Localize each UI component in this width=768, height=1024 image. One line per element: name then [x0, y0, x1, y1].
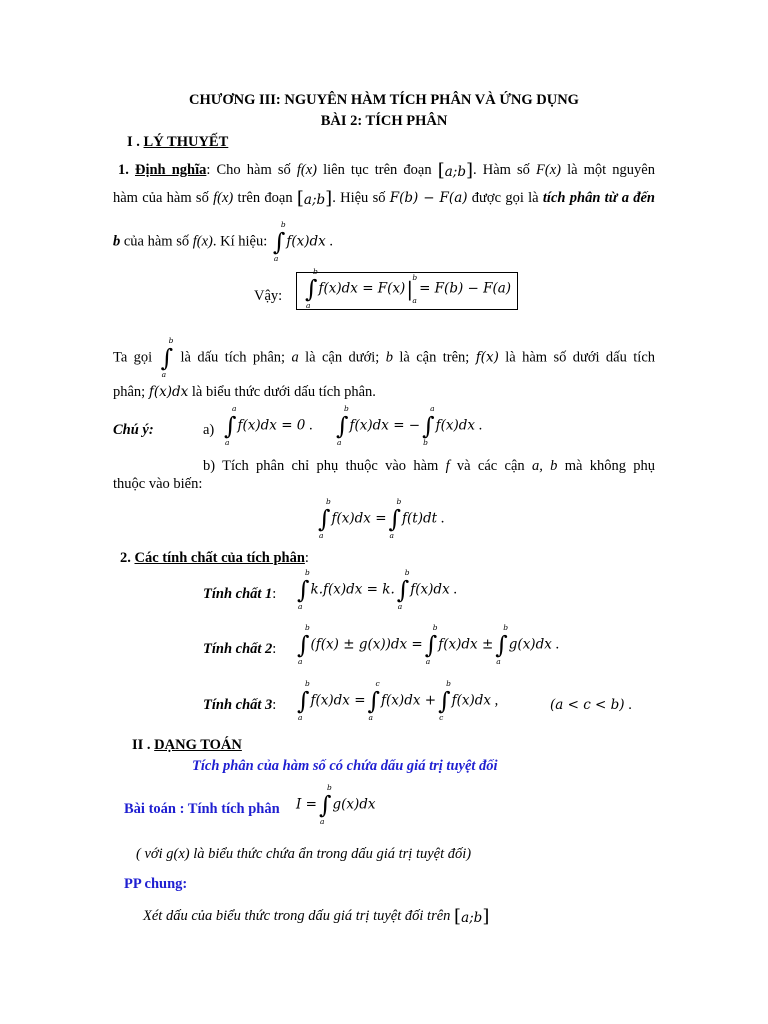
lower-bound: a [319, 530, 324, 540]
definition-label: Định nghĩa [134, 161, 207, 178]
problem-note: ( với g(x) là biểu thức chứa ẩn trong dấu giá trị tuyệt đối) [136, 846, 472, 862]
integral-sign: ∫ b a [318, 497, 331, 540]
formula-lhs: (f(x) ± g(x))dx = [310, 636, 423, 653]
lower-bound: a [273, 253, 279, 263]
section-theory-heading [127, 134, 228, 151]
text: . Kí hiệu: [212, 233, 271, 250]
integral-sign: ∫ b a [160, 336, 174, 379]
tagoi-line-2 [113, 384, 376, 401]
text: hàm của hàm số [113, 189, 214, 206]
lower-bound: a [368, 712, 374, 722]
property-3-formula [295, 679, 499, 722]
note-label: Chú ý: [113, 422, 154, 438]
vay-label: Vậy: [254, 288, 283, 304]
lower-bound: a [425, 656, 431, 666]
lower-bound: a [306, 300, 311, 310]
upper-bound: b [305, 568, 310, 577]
formula-lhs: f(x)dx = [310, 692, 366, 709]
chapter-title: CHƯƠNG III: NGUYÊN HÀM TÍCH PHÂN VÀ ỨNG DỤNG [189, 92, 579, 108]
formula-rhs: f(x)dx [410, 581, 450, 598]
lower-bound: b [423, 437, 428, 447]
text: . [624, 697, 632, 713]
formula-lhs: f(x)dx = − [349, 417, 421, 434]
property-1-formula [295, 568, 457, 611]
formula-rhs: = F(b) − F(a) [419, 280, 512, 297]
evaluation-bar: | b a [406, 273, 418, 305]
note-a-formula-1 [222, 404, 313, 447]
definition-formula-box [296, 267, 518, 310]
upper-bound: b [305, 623, 310, 632]
upper-bound: b [404, 568, 410, 577]
text: mà không phụ [557, 458, 656, 474]
upper-bound: b [432, 623, 438, 632]
property-1-label [203, 586, 276, 603]
math-ab: a, b [531, 458, 558, 474]
lower-bound: a [337, 437, 342, 447]
math-fx: f(x) [296, 161, 317, 178]
interval-text: a;b [303, 192, 326, 208]
text: , [490, 692, 499, 709]
text: là cận trên; [392, 349, 476, 366]
formula-lhs: f(x)dx = F(x) [318, 280, 406, 297]
formula-lhs: f(x)dx = [331, 510, 387, 527]
interval-text: a;b [444, 164, 466, 180]
definition-number: 1. [118, 161, 129, 178]
section-title: DẠNG TOÁN [154, 737, 242, 753]
integral-sign: ∫ b c [438, 679, 451, 722]
text: Xét dấu của biểu thức trong dấu giá trị tuyệt đối trên [143, 907, 455, 924]
formula-frame [296, 267, 518, 310]
text: là dấu tích phân; [174, 349, 292, 366]
properties-title: Các tính chất của tích phân [134, 550, 305, 566]
integral-sign: ∫ b a [297, 679, 310, 722]
integral-sign: ∫ c a [367, 679, 381, 722]
text: trên đoạn [233, 189, 297, 206]
formula-rhs: g(x)dx [508, 636, 552, 653]
text: . [551, 636, 560, 653]
note-b-label: b) [203, 458, 216, 474]
formula-rhs: g(x)dx [332, 796, 376, 813]
properties-heading [120, 550, 309, 567]
note-b-line-1 [203, 458, 655, 475]
text: : [304, 550, 309, 566]
text: . Hiệu số [332, 189, 390, 206]
pp-label: PP chung: [124, 876, 188, 892]
upper-bound: c [375, 679, 380, 688]
section-number: II . [132, 737, 151, 753]
problem-formula [296, 783, 376, 826]
text: của hàm số [120, 233, 193, 250]
text: liên tục trên đoạn [316, 161, 438, 178]
property-2-formula [295, 623, 560, 666]
lower-bound: a [412, 296, 417, 305]
text: : [272, 641, 277, 657]
tagoi-line-1 [113, 336, 656, 379]
formula-mid: f(x)dx + [381, 692, 437, 709]
text: : Cho hàm số [206, 161, 297, 178]
formula-lhs: k.f(x)dx = k. [310, 581, 395, 598]
math-f: f [445, 458, 450, 474]
text: phân; [113, 384, 149, 400]
upper-bound: b [446, 679, 451, 688]
text: và các cận [449, 458, 532, 474]
upper-bound: b [396, 497, 402, 506]
text: là biểu thức dưới dấu tích phân. [188, 384, 376, 400]
note-a-label: a) [203, 422, 215, 438]
formula-mid: f(x)dx ± [438, 636, 494, 653]
formula-lhs: I = [296, 796, 317, 813]
math-a: a [291, 349, 299, 366]
integral-sign: ∫ b a [305, 267, 318, 310]
text: được gọi là [467, 189, 543, 206]
integrand: f(x)dx [286, 233, 326, 250]
definition-line-2 [113, 188, 655, 209]
lesson-title: BÀI 2: TÍCH PHÂN [320, 113, 448, 129]
integral-sign: ∫ b a [318, 783, 332, 826]
upper-bound: b [280, 220, 286, 229]
text: . [437, 510, 445, 527]
property-3-label [203, 697, 276, 714]
integral-sign: ∫ b a [297, 568, 310, 611]
text: . Hàm số [473, 161, 537, 178]
note-b-formula [316, 497, 445, 540]
bold-term: tích phân từ a đến [542, 189, 655, 206]
text: : [272, 586, 277, 602]
math-fx: f(x) [192, 233, 213, 250]
section-problems-heading [132, 737, 242, 754]
text: là cận dưới; [298, 349, 386, 366]
upper-bound: b [168, 336, 174, 345]
interval: [a;b] [437, 160, 473, 181]
definition-line-3 [113, 220, 334, 263]
integral-sign: ∫ b a [495, 623, 509, 666]
integral-sign: ∫ a a [224, 404, 237, 447]
text: Ta gọi [113, 349, 159, 366]
math-b: b [385, 349, 393, 366]
problem-label: Bài toán : Tính tích phân [124, 801, 280, 817]
math-difference: F(b) − F(a) [389, 189, 468, 206]
text: . [305, 417, 313, 434]
topic-title: Tích phân của hàm số có chứa dấu giá trị tuyệt đối [192, 758, 498, 774]
interval: [a;b] [454, 906, 490, 927]
integral-sign: ∫ b a [297, 623, 310, 666]
property-2-label [203, 641, 276, 658]
interval: [a;b] [296, 188, 333, 209]
lower-bound: a [397, 601, 403, 611]
lower-bound: a [298, 601, 303, 611]
lower-bound: a [161, 369, 167, 379]
text: : [272, 697, 277, 713]
label-text: Tính chất 3 [203, 697, 273, 713]
integral-sign: ∫ b a [388, 497, 402, 540]
lower-bound: a [298, 712, 303, 722]
label-text: Tính chất 1 [203, 586, 273, 602]
pp-text [143, 906, 489, 927]
text: Tích phân chỉ phụ thuộc vào hàm [222, 458, 446, 474]
integral-sign: ∫ a b [422, 404, 435, 447]
formula: f(x)dx = 0 [237, 417, 306, 434]
lower-bound: a [389, 530, 395, 540]
integral-sign: ∫ b a [424, 623, 438, 666]
upper-bound: b [305, 679, 310, 688]
upper-bound: b [326, 497, 331, 506]
upper-bound: b [412, 273, 418, 282]
lower-bound: a [496, 656, 501, 666]
property-3-condition [550, 697, 632, 714]
math-fx: f(x) [213, 189, 234, 206]
lower-bound: c [439, 712, 444, 722]
upper-bound: a [430, 404, 435, 413]
lower-bound: a [319, 816, 325, 826]
lower-bound: a [298, 656, 303, 666]
upper-bound: a [232, 404, 237, 413]
upper-bound: b [503, 623, 509, 632]
text: . [475, 417, 483, 434]
properties-number: 2. [120, 550, 131, 566]
text: . [449, 581, 457, 598]
upper-bound: b [344, 404, 349, 413]
interval-text: a;b [461, 910, 483, 926]
formula-rhs: f(t)dt [402, 510, 438, 527]
text: . [325, 233, 334, 250]
formula-rhs: f(x)dx [451, 692, 491, 709]
bold-term: b [113, 233, 121, 250]
lower-bound: a [225, 437, 230, 447]
integral-sign: ∫ b a [272, 220, 286, 263]
condition: (a < c < b) [550, 697, 625, 713]
section-number: I . [127, 134, 140, 150]
note-b-line-2: thuộc vào biến: [113, 476, 203, 492]
text: là hàm số dưới dấu tích [498, 349, 656, 366]
integral-sign: ∫ b a [336, 404, 349, 447]
label-text: Tính chất 2 [203, 641, 273, 657]
upper-bound: b [326, 783, 332, 792]
math-Fx: F(x) [536, 161, 561, 178]
definition-line-1 [118, 160, 655, 181]
math-fx: f(x) [475, 349, 499, 366]
text: là một nguyên [560, 161, 655, 178]
math-fxdx: f(x)dx [148, 384, 189, 400]
formula-rhs: f(x)dx [435, 417, 476, 434]
note-a-formula-2 [334, 404, 483, 447]
section-title: LÝ THUYẾT [143, 134, 229, 150]
integral-sign: ∫ b a [396, 568, 410, 611]
upper-bound: b [313, 267, 318, 276]
